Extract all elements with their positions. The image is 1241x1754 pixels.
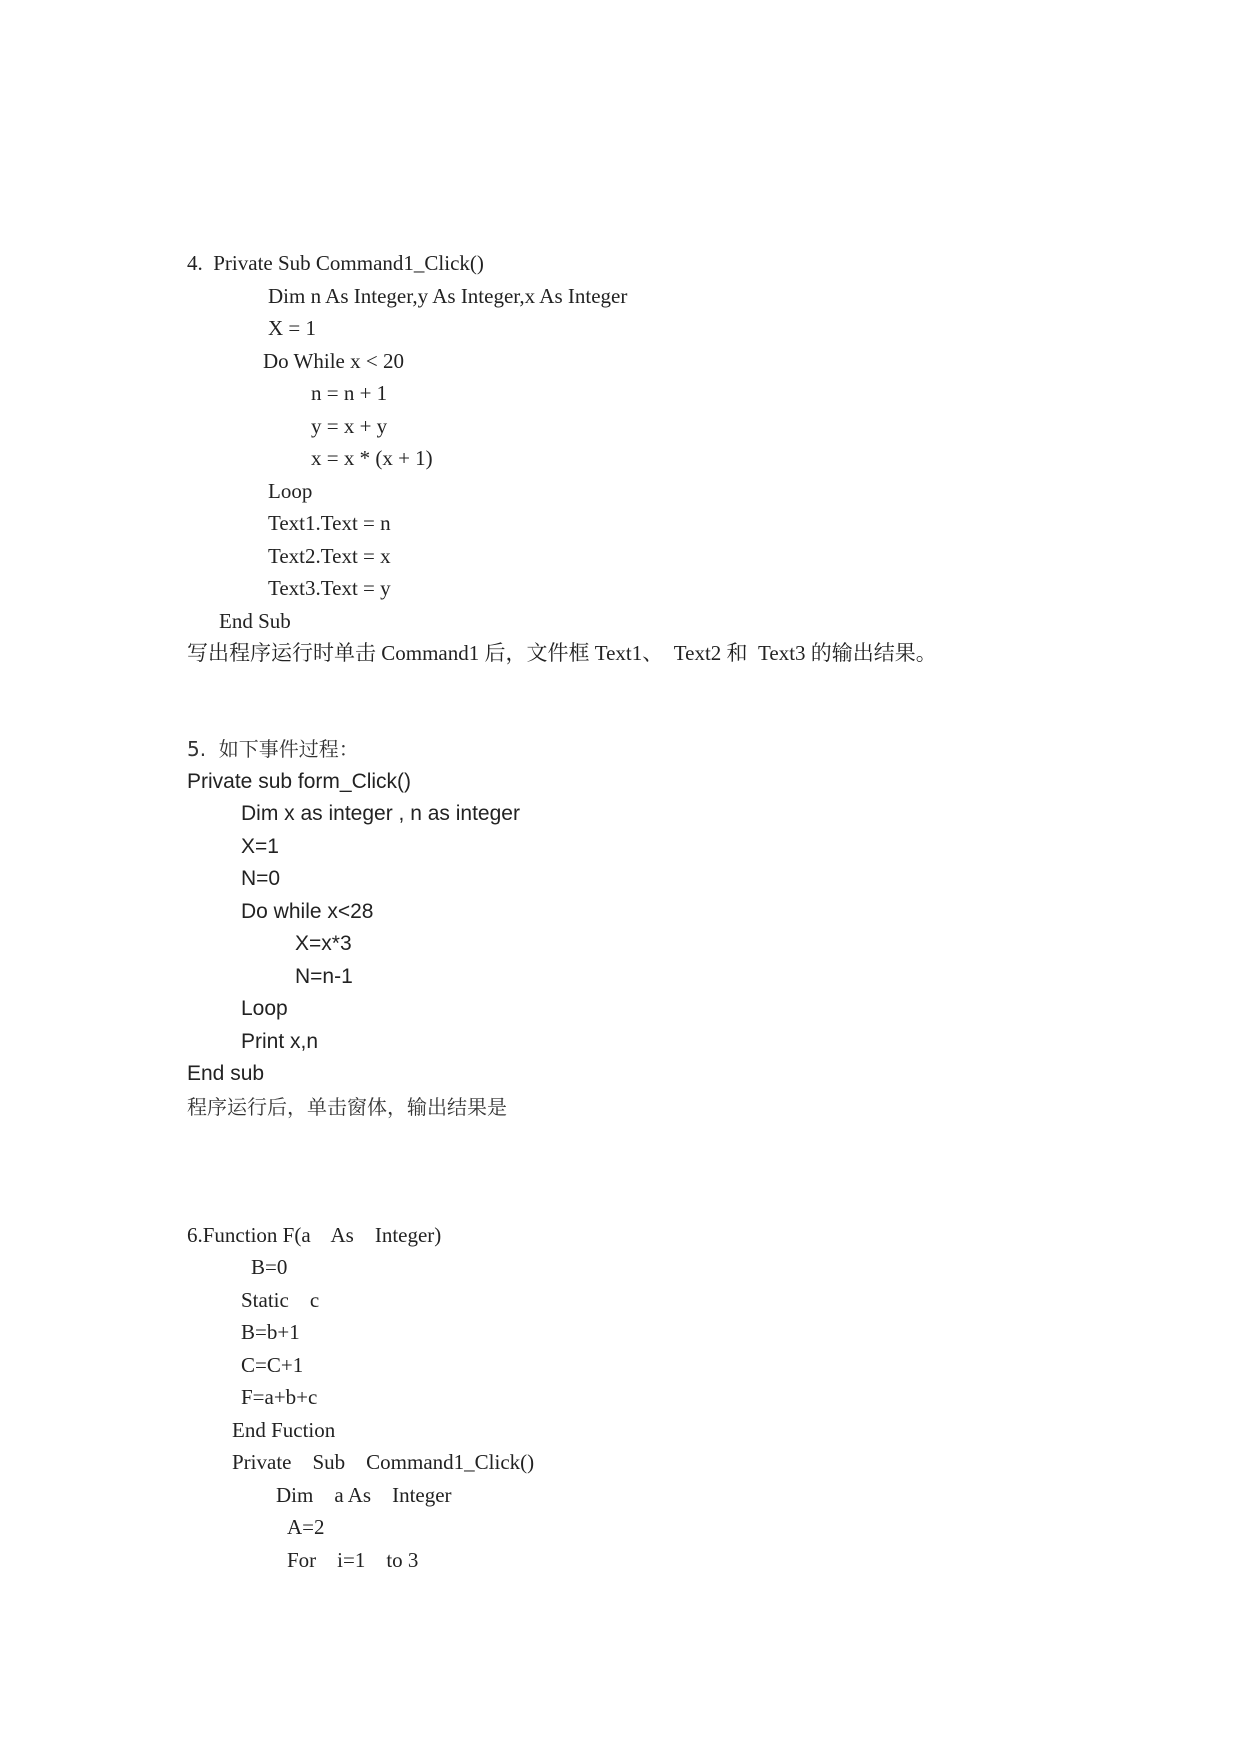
q6-code-line: B=0 — [251, 1255, 288, 1279]
q6-code-line: Dim a As Integer — [276, 1483, 452, 1507]
q5-code-line: Private sub form_Click() — [187, 770, 412, 793]
q6-code-line: F=a+b+c — [241, 1385, 318, 1409]
q4-code-line: Loop — [268, 479, 313, 503]
q4-question: 写出程序运行时单击 Command1 后，文件框 Text1、 Text2 和 Text3 的输出结果。 — [187, 641, 937, 665]
q4-code-line: Do While x < 20 — [263, 349, 404, 373]
q6-code-line: Static c — [241, 1288, 320, 1312]
q5-heading: 5. 如下事件过程： — [187, 737, 359, 761]
q5-code-line: Do while x<28 — [241, 900, 374, 923]
q6-code-line: A=2 — [287, 1515, 325, 1539]
q4-code-line: 4. Private Sub Command1_Click() — [187, 251, 484, 275]
q4-code-line: Text2.Text = x — [268, 544, 391, 568]
q4-code-line: n = n + 1 — [311, 381, 388, 405]
q5-code-line: X=x*3 — [295, 932, 352, 955]
q5-code-line: Loop — [241, 997, 288, 1020]
q6-code-line: 6.Function F(a As Integer) — [187, 1223, 442, 1247]
q6-code-line: C=C+1 — [241, 1353, 304, 1377]
q6-code-line: For i=1 to 3 — [287, 1548, 419, 1572]
q5-code-line: Print x,n — [241, 1030, 319, 1053]
q5-code-line: N=n-1 — [295, 965, 353, 988]
q4-code-line: X = 1 — [268, 316, 317, 340]
q5-code-line: N=0 — [241, 867, 281, 890]
q4-code-line: End Sub — [219, 609, 291, 633]
q4-code-line: Dim n As Integer,y As Integer,x As Integer — [268, 284, 628, 308]
q6-code-line: End Fuction — [232, 1418, 336, 1442]
q5-code-line: End sub — [187, 1062, 265, 1085]
q5-code-line: X=1 — [241, 835, 279, 858]
q4-code-line: Text3.Text = y — [268, 576, 391, 600]
q6-code-line: Private Sub Command1_Click() — [232, 1450, 535, 1474]
q5-code-line: Dim x as integer , n as integer — [241, 802, 520, 825]
q4-code-line: Text1.Text = n — [268, 511, 391, 535]
q5-question: 程序运行后，单击窗体，输出结果是 — [187, 1095, 507, 1119]
q4-code-line: y = x + y — [311, 414, 388, 438]
q4-code-line: x = x * (x + 1) — [311, 446, 433, 470]
q6-code-line: B=b+1 — [241, 1320, 300, 1344]
